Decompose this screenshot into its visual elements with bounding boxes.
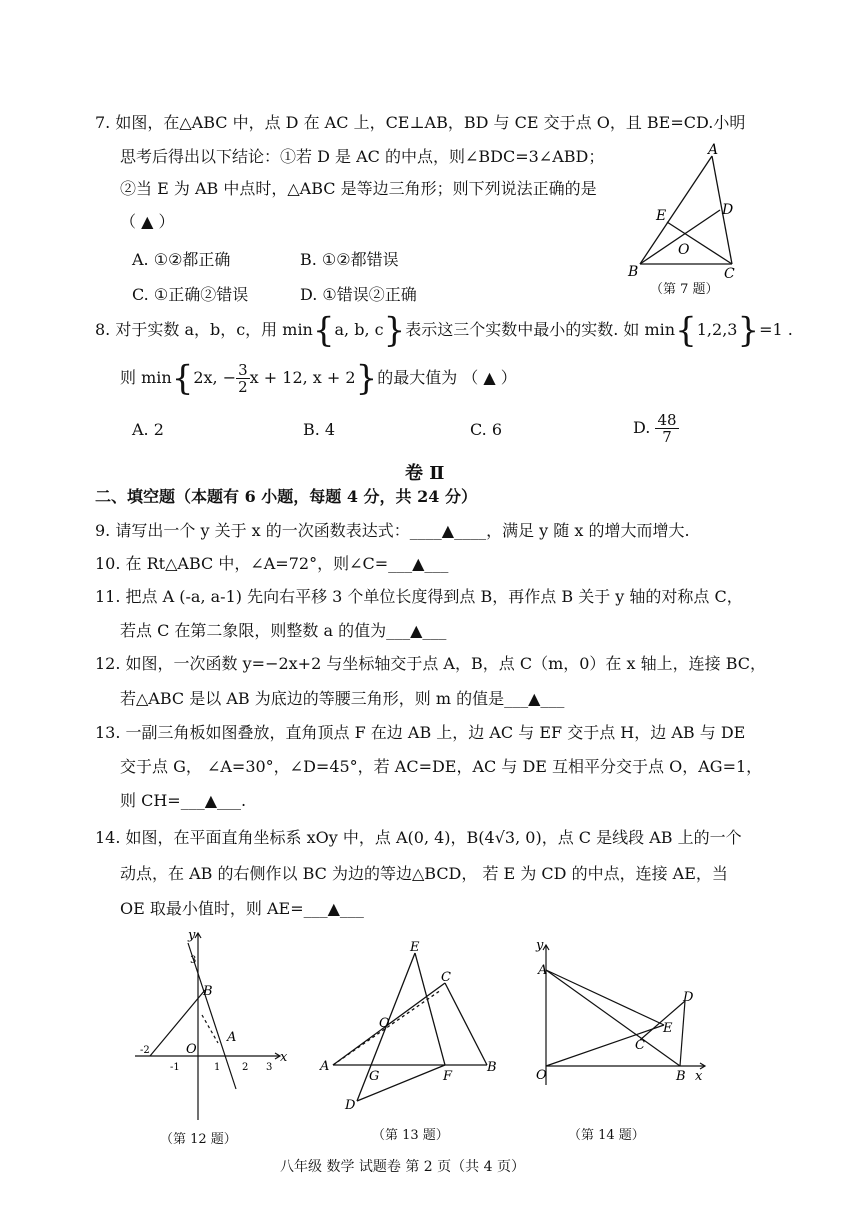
q8-expr-b: x + 12, x + 2 (249, 368, 356, 387)
q14-label-y: y (536, 938, 544, 953)
q7-line1: 7. 如图，在△ABC 中，点 D 在 AC 上，CE⊥AB，BD 与 CE 交于点 O，且 BE=CD.小明 (95, 113, 746, 132)
q14-figure-caption: （第 14 题） (568, 1128, 645, 1143)
q12-tick-3: 3 (190, 955, 197, 966)
q14-label-c: C (635, 1038, 645, 1053)
q8-expr-a: 2x, − (193, 368, 237, 387)
q7-option-c: C. ①正确②错误 (132, 285, 249, 304)
q14-line2: 动点，在 AB 的右侧作以 BC 为边的等边△BCD， 若 E 为 CD 的中点，连接 AE，当 (120, 864, 728, 883)
q12-label-b: B (203, 984, 213, 999)
q14-line3: OE 取最小值时，则 AE=___▲___ (120, 899, 364, 918)
q12-tick-1: 1 (214, 1062, 221, 1073)
q14-label-b: B (676, 1069, 686, 1084)
q13-label-f: F (443, 1069, 453, 1084)
q8-text-d: 则 min (120, 368, 172, 387)
q7-option-a: A. ①②都正确 (132, 250, 231, 269)
q12-line2: 若△ABC 是以 AB 为底边的等腰三角形，则 m 的值是___▲___ (120, 689, 565, 708)
q7-label-a: A (708, 142, 719, 158)
q7-line3: ②当 E 为 AB 中点时，△ABC 是等边三角形；则下列说法正确的是 (120, 179, 597, 198)
q8-option-b: B. 4 (303, 420, 336, 439)
q12-tick-2: 2 (242, 1062, 249, 1073)
q8-line2: 则 min{2x, − $\frac{3}{2}$ x + 12, x + 2}的最大值为 （ ▲ ） (120, 358, 517, 399)
q8-text-c: =1 . (759, 320, 793, 339)
q8-text-b: 表示这三个实数中最小的实数. 如 min (405, 320, 676, 339)
section-title: 卷 Ⅱ (405, 463, 445, 484)
q7-option-b: B. ①②都错误 (300, 250, 399, 269)
q12-tick-3x: 3 (266, 1062, 273, 1073)
q13-label-d: D (345, 1098, 356, 1113)
q14-line1: 14. 如图，在平面直角坐标系 xOy 中，点 A(0, 4)，B(4√3, 0)，点 C 是线段 AB 上的一个 (95, 828, 742, 847)
q13-label-o: O (379, 1016, 390, 1031)
q7-label-e: E (656, 208, 667, 224)
q8-text-e: 的最大值为 （ ▲ ） (377, 368, 517, 387)
q7-line2: 思考后得出以下结论：①若 D 是 AC 的中点，则∠BDC=3∠ABD； (120, 147, 605, 166)
q8-set-123: 1,2,3 (696, 320, 738, 339)
q13-figure (315, 935, 505, 1115)
q13-label-c: C (441, 970, 451, 985)
q12-tick-m2: -2 (140, 1045, 150, 1056)
q12-label-x: x (280, 1050, 288, 1065)
q14-label-d: D (683, 990, 694, 1005)
q11-line2: 若点 C 在第二象限，则整数 a 的值为___▲___ (120, 621, 447, 640)
q12-tick-m1: -1 (170, 1062, 180, 1073)
q13-line2: 交于点 G， ∠A=30°，∠D=45°，若 AC=DE，AC 与 DE 互相平分交于点 O，AG=1， (120, 757, 763, 776)
q13-line1: 13. 一副三角板如图叠放，直角顶点 F 在边 AB 上，边 AC 与 EF 交于点 H，边 AB 与 DE (95, 723, 746, 742)
page-footer: 八年级 数学 试题卷 第 2 页（共 4 页） (280, 1159, 525, 1175)
q8-option-a: A. 2 (132, 420, 164, 439)
q7-answer-blank: （ ▲ ） (120, 212, 175, 231)
q12-line1: 12. 如图，一次函数 y=−2x+2 与坐标轴交于点 A，B，点 C（m，0）在 x 轴上，连接 BC， (95, 654, 767, 673)
q7-label-b: B (628, 264, 639, 280)
q9: 9. 请写出一个 y 关于 x 的一次函数表达式：____▲____，满足 y 随 x 的增大而增大. (95, 521, 690, 540)
q7-label-o: O (678, 242, 690, 258)
q12-label-o: O (186, 1042, 197, 1057)
q14-label-e: E (663, 1021, 673, 1036)
q8-option-c: C. 6 (470, 420, 503, 439)
q14-label-x: x (695, 1069, 703, 1084)
q12-figure-caption: （第 12 题） (160, 1132, 237, 1147)
q7-label-c: C (724, 266, 735, 282)
q8-set-abc: a, b, c (334, 320, 384, 339)
q7-figure-caption: （第 7 题） (650, 282, 719, 297)
q8-fraction: $\frac{3}{2}$ (238, 361, 248, 396)
q12-figure (130, 925, 290, 1125)
q10: 10. 在 Rt△ABC 中，∠A=72°，则∠C=___▲___ (95, 554, 449, 573)
q14-label-o: O (536, 1068, 547, 1083)
q7-option-d: D. ①错误②正确 (300, 285, 417, 304)
q13-label-a: A (320, 1059, 330, 1074)
q14-figure (530, 935, 720, 1095)
q7-figure (620, 142, 760, 282)
q14-label-a: A (538, 963, 548, 978)
q13-line3: 则 CH=___▲___. (120, 791, 247, 810)
q13-label-b: B (487, 1060, 497, 1075)
q8-option-d: D. $\frac{48}{7}$ (633, 411, 677, 446)
q12-label-y: y (188, 928, 196, 943)
q13-label-g: G (369, 1069, 380, 1084)
q8-text-a: 8. 对于实数 a，b，c，用 min (95, 320, 313, 339)
q7-label-d: D (722, 202, 734, 218)
q13-figure-caption: （第 13 题） (372, 1128, 449, 1143)
fill-in-header: 二、填空题（本题有 6 小题，每题 4 分，共 24 分） (95, 487, 477, 506)
q12-label-a: A (227, 1030, 237, 1045)
q8-line1: 8. 对于实数 a，b，c，用 min{a, b, c}表示这三个实数中最小的实数. 如 min{1,2,3}=1 . (95, 310, 793, 351)
q13-label-e: E (410, 940, 420, 955)
q11-line1: 11. 把点 A (-a, a-1) 先向右平移 3 个单位长度得到点 B，再作点 B 关于 y 轴的对称点 C， (95, 587, 743, 606)
